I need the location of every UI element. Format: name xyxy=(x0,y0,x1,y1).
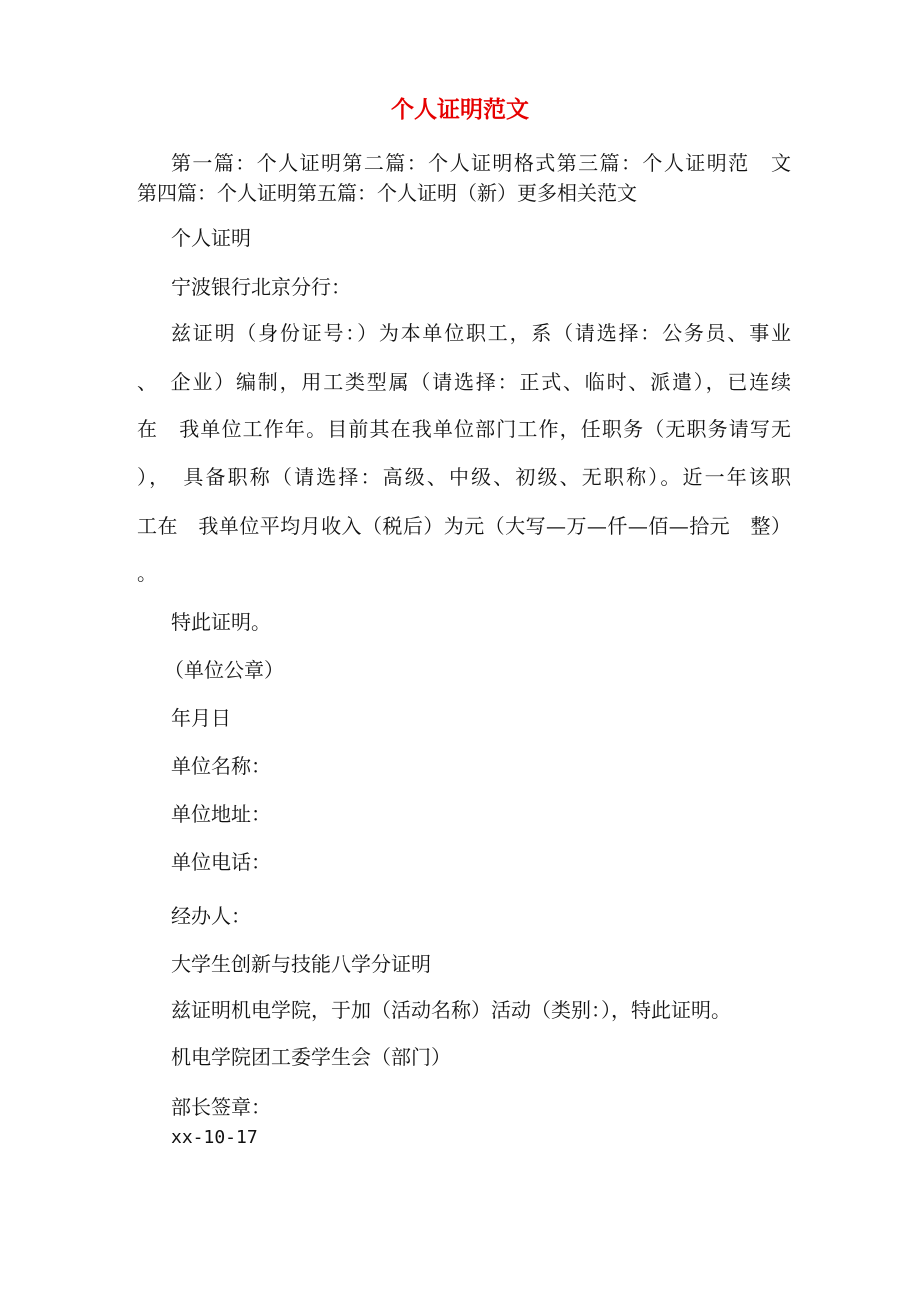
body-line-5: 工在 我单位平均月收入（税后）为元（大写—万—仟—佰—拾元 整） xyxy=(137,514,791,538)
handler-line: 经办人： xyxy=(171,904,251,928)
unit-address-line: 单位地址： xyxy=(171,802,271,826)
body-line-6: 。 xyxy=(137,561,157,585)
toc-line-1: 第一篇：个人证明第二篇：个人证明格式第三篇：个人证明范 文 xyxy=(171,151,791,175)
section-heading: 个人证明 xyxy=(171,226,251,250)
body-line-3: 在 我单位工作年。目前其在我单位部门工作，任职务（无职务请写无 xyxy=(137,417,791,441)
signature-label-line: 部长签章： xyxy=(171,1095,271,1119)
body-line-1: 兹证明（身份证号：）为本单位职工，系（请选择：公务员、事业 xyxy=(171,321,791,345)
date-line: 年月日 xyxy=(171,706,231,730)
closing-line: 特此证明。 xyxy=(171,610,271,634)
toc-line-2: 第四篇：个人证明第五篇：个人证明（新）更多相关范文 xyxy=(137,181,637,205)
body-line-2: 、 企业）编制，用工类型属（请选择：正式、临时、派遣），已连续 xyxy=(137,370,791,394)
second-title-line: 大学生创新与技能八学分证明 xyxy=(171,952,431,976)
second-body-line: 兹证明机电学院，于加（活动名称）活动（类别：），特此证明。 xyxy=(171,998,731,1022)
document-title: 个人证明范文 xyxy=(391,96,529,123)
unit-name-line: 单位名称： xyxy=(171,754,271,778)
seal-line: （单位公章） xyxy=(164,658,284,682)
unit-phone-line: 单位电话： xyxy=(171,850,271,874)
second-date-line: xx-10-17 xyxy=(171,1127,258,1148)
recipient-line: 宁波银行北京分行： xyxy=(171,275,351,299)
second-org-line: 机电学院团工委学生会（部门） xyxy=(171,1045,451,1069)
body-line-4: ）， 具备职称（请选择：高级、中级、初级、无职称）。近一年该职 xyxy=(137,465,791,489)
